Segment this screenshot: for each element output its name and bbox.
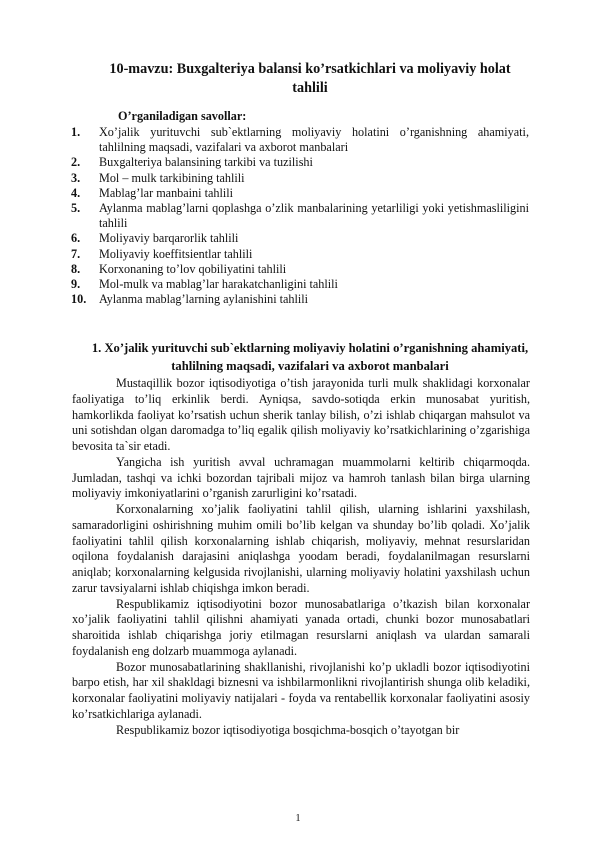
list-item-text: Mol – mulk tarkibining tahlili bbox=[99, 170, 245, 185]
list-item bbox=[0, 231, 596, 246]
list-item-number: 4. bbox=[71, 185, 81, 200]
list-item bbox=[0, 277, 596, 292]
list-item-number: 2. bbox=[71, 155, 81, 170]
list-item bbox=[0, 292, 596, 307]
body-text bbox=[72, 376, 530, 738]
list-item-text: Mablag’lar manbaini tahlili bbox=[99, 185, 234, 200]
paragraph: Respublikamiz bozor iqtisodiyotiga bosqichma-bosqich o’tayotgan bir bbox=[116, 722, 460, 737]
list-item-number: 10. bbox=[71, 292, 87, 307]
list-item bbox=[0, 247, 596, 262]
list-item-number: 8. bbox=[71, 261, 81, 276]
list-item bbox=[0, 201, 596, 231]
list-item-text: Moliyaviy barqarorlik tahlili bbox=[99, 231, 239, 246]
questions-list bbox=[0, 125, 596, 307]
paragraph: Bozor munosabatlarining shakllanishi, rivojlanishi ko’p ukladli bozor iqtisodiyotini barpo etish, har xil shakldagi biznesni va ishbilarmonlikni rivojlantirish shunga olib keladiki, korxonalar faoliyatini moliyaviy natijalari - foyda va rentabellik korxonalar faoliyatini asosiy ko’rsatkichlariga aylanadi. bbox=[72, 659, 530, 721]
list-item-number: 5. bbox=[71, 201, 81, 216]
list-item bbox=[0, 155, 596, 170]
list-item-number: 9. bbox=[71, 277, 81, 292]
paragraph: Mustaqillik bozor iqtisodiyotiga o’tish jarayonida turli mulk shaklidagi korxonalar faoliyatiga to’liq erkinlik berdi. Ayniqsa, savdo-sotiqda erkin munosabat yuritish, hamkorlikda faoliyat ko’rsatish uchun sherik tanlay bilish, o’zi ishlab chiqargan mahsulot va uni sotishdan olgan daromadga to’liq egalik qilish moliyaviy ko’rsatkichlarining o’zgarishiga bevosita ta`sir etadi. bbox=[72, 376, 530, 453]
section-heading: 1. Xo’jalik yurituvchi sub`ektlarning moliyaviy holatini o’rganishning ahamiyati, tahlilning maqsadi, vazifalari va axborot manbalari bbox=[91, 341, 529, 373]
list-item bbox=[0, 125, 596, 155]
list-item-text: Moliyaviy koeffitsientlar tahlili bbox=[99, 246, 253, 261]
page-title: 10-mavzu: Buxgalteriya balansi ko’rsatkichlari va moliyaviy holat tahlili bbox=[109, 61, 511, 96]
list-item-text: Korxonaning to’lov qobiliyatini tahlili bbox=[99, 261, 287, 276]
paragraph: Yangicha ish yuritish avval uchramagan muammolarni keltirib chiqarmoqda. Jumladan, tashqi va ichki bozordan tajribali mijoz va hamroh tanlash bilan birga ularning moliyaviy imkoniyatlarini o’rganish zarurligini ko’rsatadi. bbox=[72, 454, 530, 501]
list-item bbox=[0, 262, 596, 277]
list-item-text: Buxgalteriya balansining tarkibi va tuzilishi bbox=[99, 155, 313, 170]
list-item-number: 3. bbox=[71, 170, 81, 185]
list-item-text: Mol-mulk va mablag’lar harakatchanligini tahlili bbox=[99, 277, 338, 292]
questions-heading: O’rganiladigan savollar: bbox=[118, 109, 247, 123]
list-item-text: Xo’jalik yurituvchi sub`ektlarning moliyaviy holatini o’rganishning ahamiyati, tahlilning maqsadi, vazifalari va axborot manbalari bbox=[99, 125, 529, 155]
list-item-number: 1. bbox=[71, 125, 81, 139]
list-item-text: Aylanma mablag’larning aylanishini tahlili bbox=[99, 292, 309, 307]
page-number: 1 bbox=[295, 813, 301, 824]
paragraph: Respublikamiz iqtisodiyotini bozor munosabatlariga o’tkazish bilan korxonalar xo’jalik faoliyatini tahlil qilishni ahamiyati yanada ortadi, chunki bozor munosabatlari sharoitida ishlab chiqarishga joriy etilmagan resurslarni aniqlash va ulardan samarali foydalanish eng dolzarb muammoga aylanadi. bbox=[72, 596, 530, 658]
list-item bbox=[0, 171, 596, 186]
list-item-number: 6. bbox=[71, 231, 81, 246]
list-item-number: 7. bbox=[71, 246, 81, 261]
list-item bbox=[0, 186, 596, 201]
list-item-text: Aylanma mablag’larni qoplashga o’zlik manbalarining yetarliligi yoki yetishmasliligini tahlili bbox=[99, 201, 529, 231]
paragraph: Korxonalarning xo’jalik faoliyatini tahlil qilish, ularning ishlarini yaxshilash, samaradorligini oshirishning muhim omili bo’lib kelgan va shunday bo’lib qoladi. Xo’jalik faoliyatini tahlil qilish korxonalarning ishlab chiqarish, moliyaviy, mehnat resurslaridan oqilona foydalanish darajasini aniqlashga yoodam beradi, foydalanilmagan resurslarni aniqlab; korxonalarning kelgusida rivojlanishi, ularning moliyaviy holatini yaxshilash uchun zarur tavsiyalarni ishlab chiqishga imkon beradi. bbox=[72, 502, 530, 595]
